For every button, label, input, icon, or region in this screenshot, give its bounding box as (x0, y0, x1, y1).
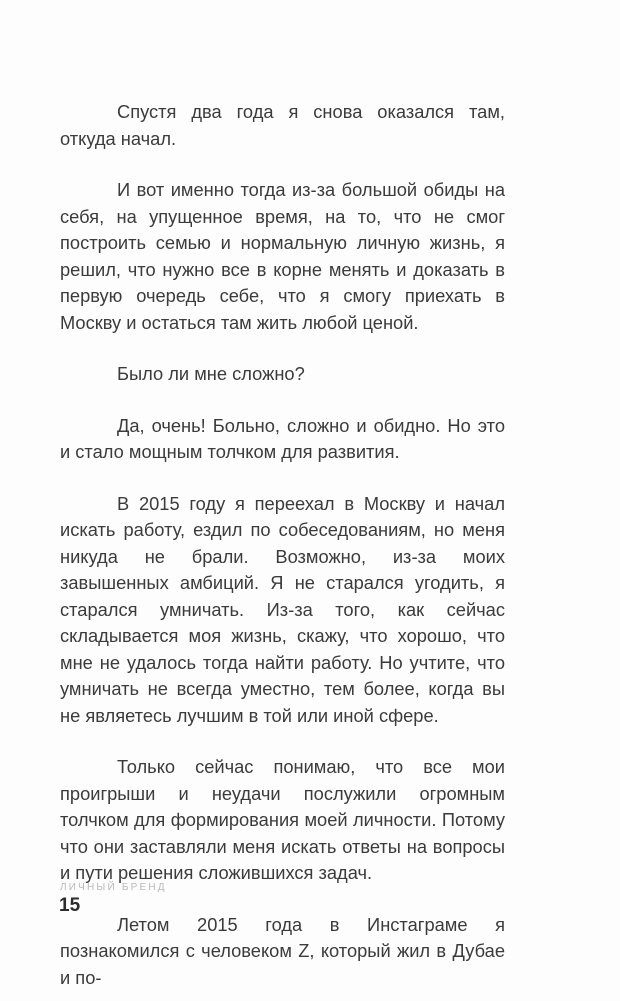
paragraph: И вот именно тогда из-за большой обиды на себя, на упущенное время, на то, что не смог построить семью и нормальную личную жизнь, я решил, что нужно все в корне менять и доказать в первую очередь себе, что я смогу приехать в Москву и остаться там жить любой ценой. (60, 179, 505, 333)
paragraph: Летом 2015 года в Инстаграме я познакомился с человеком Z, который жил в Дубае и по- (60, 913, 505, 988)
running-title: ЛИЧНЫЙ БРЕНД (60, 882, 167, 893)
paragraph: В 2015 году я переехал в Москву и начал искать работу, ездил по собеседованиям, но меня никуда не брали. Возможно, из-за моих завышенных амбиций. Я не старался угодить, я старался умничать. Из-за того, как сейчас складывается моя жизнь, скажу, что хорошо, что мне не удалось тогда найти работу. Но учтите, что умничать не всегда уместно, тем более, когда вы не являетесь лучшим в той или иной сфере. (60, 492, 505, 726)
paragraph: Было ли мне сложно? (117, 363, 305, 384)
paragraph: Спустя два года я снова оказался там, откуда начал. (60, 101, 505, 149)
paragraph: Только сейчас понимаю, что все мои проигрыши и неудачи послужили огромным толчком для формирования моей личности. Потому что они заставляли меня искать ответы на вопросы и пути решения сложившихся задач. (60, 756, 505, 883)
paragraph: Да, очень! Больно, сложно и обидно. Но это и стало мощным толчком для развития. (60, 414, 505, 462)
page-number: 15 (59, 895, 81, 916)
body-text (60, 99, 505, 991)
